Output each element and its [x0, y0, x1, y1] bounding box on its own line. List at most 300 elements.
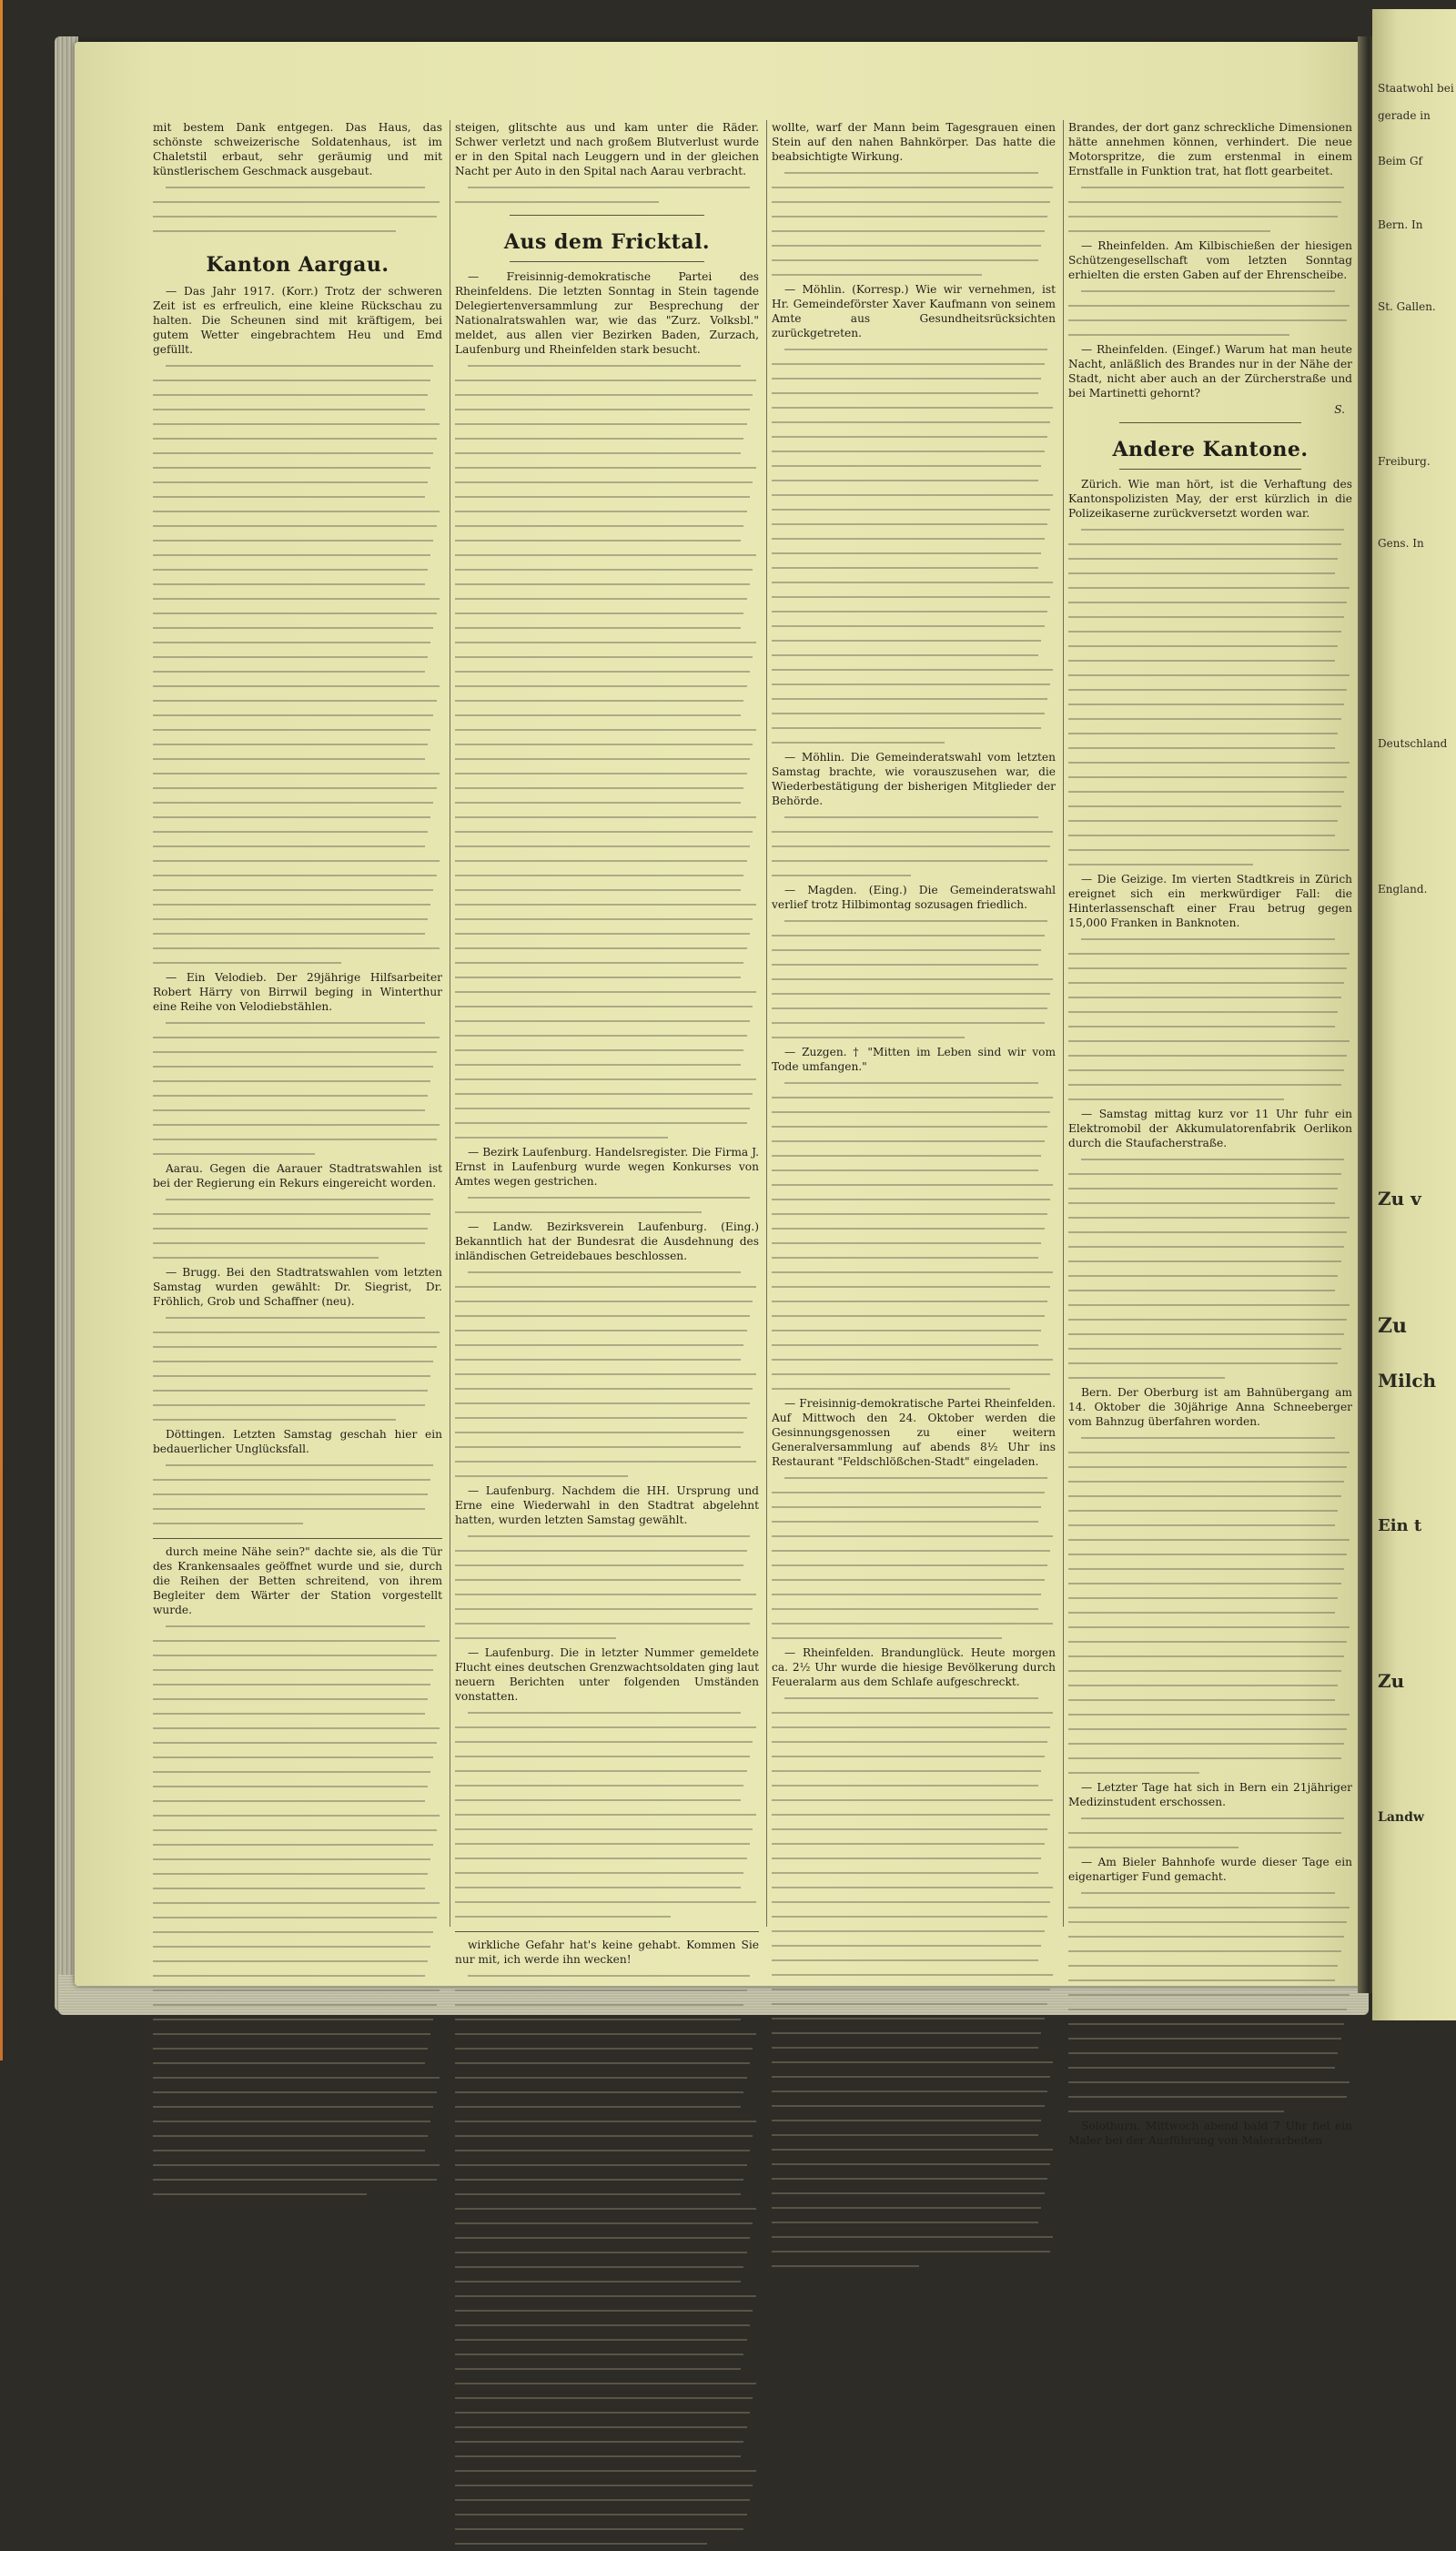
text-line	[455, 417, 759, 431]
text-line	[1068, 1973, 1352, 1988]
text-line	[455, 1602, 759, 1616]
article-text: — Magden. (Eing.) Die Gemeinderatswahl verlief trotz Hilbimontag sozusagen friedlich.	[772, 884, 1056, 911]
text-line	[772, 2113, 1056, 2128]
text-line	[455, 1749, 759, 1764]
text-line	[153, 388, 442, 402]
text-line	[1068, 1092, 1352, 1107]
text-line	[772, 1587, 1056, 1602]
text-block	[153, 1311, 442, 1427]
text-line	[153, 1059, 442, 1074]
text-line	[455, 2362, 759, 2376]
text-line	[153, 1118, 442, 1132]
text-line	[455, 1822, 759, 1837]
text-line	[1068, 209, 1352, 224]
text-line	[153, 2027, 442, 2041]
text-line	[455, 679, 759, 693]
text-line	[455, 2070, 759, 2085]
text-line	[772, 2011, 1056, 2026]
text-line	[772, 2084, 1056, 2099]
text-line	[153, 1311, 442, 1325]
text-line	[1068, 799, 1352, 814]
text-line	[153, 926, 442, 941]
text-line	[153, 1663, 442, 1677]
text-line	[153, 1473, 442, 1487]
text-line	[153, 475, 442, 490]
text-line	[455, 2522, 759, 2536]
text-line	[1068, 1167, 1352, 1181]
text-line	[1068, 726, 1352, 741]
text-line	[1068, 1944, 1352, 1959]
text-line	[1068, 1988, 1352, 2002]
bookmark-string	[0, 0, 3, 2060]
text-line	[153, 1088, 442, 1103]
text-line	[153, 2114, 442, 2129]
text-line	[153, 2056, 442, 2070]
text-line	[1068, 961, 1352, 976]
text-line	[153, 519, 442, 533]
text-line	[153, 1969, 442, 1983]
facing-text: Staatwohl bei	[1378, 82, 1454, 95]
text-line	[455, 1396, 759, 1411]
text-line	[772, 2070, 1056, 2084]
text-line	[772, 1866, 1056, 1880]
text-line	[1068, 1489, 1352, 1503]
text-line	[772, 209, 1056, 224]
article-text: — Freisinnig-demokratische Partei Rheinfelden. Auf Mittwoch den 24. Oktober werden die Gesinnungsgenossen zu einer weitern Generalversammlung auf abends 8½ Uhr ins Restaurant "Feldschlößchen-Stadt" eingeladen.	[772, 1397, 1056, 1468]
text-line	[455, 533, 759, 548]
text-block	[153, 1016, 442, 1161]
text-line	[1068, 522, 1352, 537]
text-line	[455, 431, 759, 446]
article-text: — Brugg. Bei den Stadtratswahlen vom letzten Samstag wurden gewählt: Dr. Siegrist, Dr. Fröhlich, Grob und Schaffner (neu).	[153, 1266, 442, 1308]
text-line	[772, 1500, 1056, 1514]
text-line	[455, 912, 759, 926]
text-line	[1068, 1181, 1352, 1196]
text-line	[772, 1514, 1056, 1529]
article-text: Aarau. Gegen die Aarauer Stadtratswahlen ist bei der Regierung ein Rekurs eingereicht worden.	[153, 1162, 442, 1189]
text-line	[772, 648, 1056, 663]
text-line	[455, 2405, 759, 2420]
text-block	[455, 1529, 759, 1645]
text-line	[455, 1983, 759, 1998]
text-line	[772, 2055, 1056, 2070]
text-line	[772, 1382, 1056, 1396]
text-line	[772, 633, 1056, 648]
text-line	[153, 854, 442, 868]
column-3	[772, 120, 1056, 1931]
text-line	[772, 531, 1056, 546]
text-line	[153, 752, 442, 766]
text-line	[153, 1398, 442, 1412]
text-line	[153, 577, 442, 592]
text-line	[153, 1487, 442, 1502]
column-2	[455, 120, 759, 1966]
text-line	[455, 752, 759, 766]
text-line	[153, 2041, 442, 2056]
text-line	[772, 1706, 1056, 1720]
text-line	[153, 2085, 442, 2100]
article-text: — Samstag mittag kurz vor 11 Uhr fuhr ein Elektromobil der Akkumulatorenfabrik Oerlikon durch die Staufacherstraße.	[1068, 1108, 1352, 1149]
text-line	[1068, 2104, 1352, 2119]
text-line	[455, 2158, 759, 2172]
text-line	[1068, 697, 1352, 712]
text-line	[772, 1323, 1056, 1338]
text-line	[153, 1619, 442, 1634]
text-line	[455, 1058, 759, 1072]
text-line	[1068, 1269, 1352, 1283]
text-line	[1068, 1225, 1352, 1240]
text-line	[153, 1983, 442, 1998]
text-line	[772, 2026, 1056, 2040]
text-line	[455, 2464, 759, 2478]
text-line	[153, 1954, 442, 1969]
text-line	[455, 504, 759, 519]
story-rule	[153, 1538, 442, 1539]
text-line	[772, 546, 1056, 561]
text-line	[455, 2493, 759, 2507]
text-line	[455, 2274, 759, 2289]
text-line	[1068, 1840, 1352, 1855]
text-line	[153, 737, 442, 752]
text-line	[153, 1939, 442, 1954]
text-line	[772, 502, 1056, 517]
facing-page	[1372, 9, 1456, 2020]
text-line	[455, 1352, 759, 1367]
text-line	[153, 1458, 442, 1473]
text-line	[1068, 1886, 1352, 1900]
facing-ad-heading: Zu v	[1378, 1188, 1421, 1210]
text-line	[772, 2244, 1056, 2259]
text-line	[455, 956, 759, 970]
text-line	[455, 1028, 759, 1043]
text-line	[153, 1016, 442, 1030]
text-line	[153, 825, 442, 839]
text-line	[153, 941, 442, 956]
text-line	[153, 2070, 442, 2085]
text-line	[153, 912, 442, 926]
text-block	[772, 1076, 1056, 1396]
text-line	[772, 1735, 1056, 1749]
text-line	[455, 446, 759, 461]
text-line	[772, 444, 1056, 459]
heading-rule	[510, 215, 704, 216]
text-line	[1068, 1751, 1352, 1766]
text-line	[455, 810, 759, 825]
text-line	[1068, 1283, 1352, 1298]
text-line	[1068, 2002, 1352, 2017]
text-line	[153, 1910, 442, 1925]
text-line	[772, 868, 1056, 883]
column-4	[1068, 120, 1352, 2147]
text-line	[772, 1119, 1056, 1134]
text-line	[455, 2085, 759, 2100]
text-line	[1068, 1766, 1352, 1780]
text-line	[1068, 1503, 1352, 1518]
text-line	[455, 2260, 759, 2274]
text-line	[153, 402, 442, 417]
text-line	[153, 1794, 442, 1808]
text-line	[153, 635, 442, 650]
text-line	[153, 1516, 442, 1531]
text-line	[772, 488, 1056, 502]
text-block	[455, 1190, 759, 1220]
article-text: — Zuzgen. † "Mitten im Leben sind wir vom Tode umfangen."	[772, 1046, 1056, 1073]
facing-text: gerade in	[1378, 109, 1431, 122]
text-line	[455, 475, 759, 490]
text-line	[1068, 1460, 1352, 1474]
article-text: — Rheinfelden. (Eingef.) Warum hat man heute Nacht, anläßlich des Brandes nur in der Nähe der Stadt, nicht aber auch an der Zürcherstraße und bei Martinetti gehornt?	[1068, 343, 1352, 400]
text-line	[153, 723, 442, 737]
text-line	[455, 1544, 759, 1558]
text-line	[772, 2128, 1056, 2142]
text-line	[1068, 1959, 1352, 1973]
text-line	[772, 1294, 1056, 1309]
text-line	[772, 1616, 1056, 1631]
article-text: steigen, glitschte aus und kam unter die Räder. Schwer verletzt und nach großem Blutverlust wurde er in den Spital nach Leuggern und in der gleichen Nacht per Auto in den Spital nach Aarau verbracht.	[455, 121, 759, 177]
text-line	[455, 1573, 759, 1587]
text-line	[153, 2012, 442, 2027]
text-line	[1068, 2060, 1352, 2075]
text-line	[455, 592, 759, 606]
text-line	[153, 708, 442, 723]
text-line	[1068, 712, 1352, 726]
text-line	[455, 402, 759, 417]
article-text: Bern. Der Oberburg ist am Bahnübergang am 14. Oktober die 30jährige Anna Schneeberger vom Bahnzug überfahren worden.	[1068, 1386, 1352, 1428]
text-line	[455, 2202, 759, 2216]
text-line	[772, 2201, 1056, 2215]
text-line	[772, 1352, 1056, 1367]
text-line	[772, 1250, 1056, 1265]
text-line	[455, 868, 759, 883]
text-line	[455, 1764, 759, 1778]
text-line	[455, 883, 759, 897]
text-line	[1068, 195, 1352, 209]
column-rule	[1063, 120, 1064, 1927]
facing-ad-heading: Milch	[1378, 1370, 1437, 1392]
text-block	[1068, 522, 1352, 872]
text-line	[455, 1720, 759, 1735]
text-line	[153, 795, 442, 810]
text-line	[772, 1909, 1056, 1924]
text-line	[772, 430, 1056, 444]
heading-rule	[1119, 422, 1301, 423]
text-line	[455, 1969, 759, 1983]
text-line	[153, 1881, 442, 1896]
text-line	[772, 1558, 1056, 1573]
text-block	[772, 342, 1056, 750]
text-line	[455, 970, 759, 985]
text-line	[455, 795, 759, 810]
text-line	[455, 1101, 759, 1116]
text-line	[455, 1454, 759, 1469]
text-line	[772, 386, 1056, 400]
text-block	[455, 1265, 759, 1483]
text-line	[455, 1587, 759, 1602]
text-line	[153, 650, 442, 664]
text-line	[455, 766, 759, 781]
text-line	[455, 1116, 759, 1130]
facing-text: Freiburg.	[1378, 455, 1431, 468]
text-line	[772, 1749, 1056, 1764]
text-line	[455, 2507, 759, 2522]
text-line	[772, 972, 1056, 987]
text-line	[153, 2143, 442, 2158]
text-line	[455, 2216, 759, 2231]
text-line	[153, 679, 442, 693]
text-line	[455, 1087, 759, 1101]
text-line	[1068, 537, 1352, 552]
text-line	[455, 577, 759, 592]
text-block	[1068, 1431, 1352, 1780]
text-line	[153, 1721, 442, 1736]
text-line	[455, 926, 759, 941]
text-line	[153, 1325, 442, 1340]
text-line	[153, 180, 442, 195]
text-line	[455, 1190, 759, 1205]
text-line	[455, 985, 759, 999]
text-line	[153, 1030, 442, 1045]
text-line	[455, 825, 759, 839]
facing-ad-heading: Ein t	[1378, 1516, 1422, 1535]
text-line	[1068, 1034, 1352, 1048]
text-line	[153, 766, 442, 781]
text-line	[455, 1616, 759, 1631]
text-line	[455, 723, 759, 737]
text-line	[772, 268, 1056, 282]
text-line	[153, 1706, 442, 1721]
text-line	[455, 1072, 759, 1087]
text-line	[1068, 1929, 1352, 1944]
text-line	[153, 1236, 442, 1250]
text-line	[772, 810, 1056, 825]
text-line	[1068, 1518, 1352, 1533]
text-line	[772, 2215, 1056, 2230]
text-line	[153, 868, 442, 883]
text-line	[1068, 1649, 1352, 1664]
text-line	[772, 2040, 1056, 2055]
article-text: — Die Geizige. Im vierten Stadtkreis in Zürich ereignet sich ein merkwürdiger Fall: die Hinterlassenschaft einer Frau betrug gegen 15,000 Franken in Banknoten.	[1068, 873, 1352, 929]
text-line	[153, 1677, 442, 1692]
text-line	[1068, 1078, 1352, 1092]
text-block	[772, 1691, 1056, 2273]
article-text: — Freisinnig-demokratische Partei des Rheinfeldens. Die letzten Sonntag in Stein tagende Delegiertenversammlung zur Besprechung der Nationalratswahlen war, wie das "Zurz. Volksbl." meldet, aus allen vier Bezirken Baden, Zurzach, Laufenburg und Rheinfelden stark besucht.	[455, 270, 759, 356]
signoff: S.	[1334, 403, 1345, 416]
text-line	[455, 621, 759, 635]
text-line	[153, 548, 442, 562]
text-line	[1068, 639, 1352, 653]
text-line	[1068, 1196, 1352, 1210]
text-line	[153, 1221, 442, 1236]
article-text: mit bestem Dank entgegen. Das Haus, das schönste schweizerische Soldatenhaus, ist im Chaletstil erbaut, sehr geräumig und mit künstlerischem Geschmack ausgebaut.	[153, 121, 442, 177]
text-line	[455, 650, 759, 664]
column-rule	[766, 120, 767, 1927]
text-line	[772, 2142, 1056, 2157]
text-line	[455, 2041, 759, 2056]
text-line	[772, 1280, 1056, 1294]
text-line	[1068, 1533, 1352, 1547]
text-line	[455, 941, 759, 956]
text-line	[455, 708, 759, 723]
text-line	[455, 548, 759, 562]
text-line	[1068, 755, 1352, 770]
text-block	[153, 1458, 442, 1531]
text-line	[153, 956, 442, 970]
text-line	[772, 1631, 1056, 1645]
text-line	[772, 473, 1056, 488]
text-line	[1068, 1005, 1352, 1019]
text-line	[1068, 1298, 1352, 1312]
text-line	[455, 693, 759, 708]
text-line	[1068, 180, 1352, 195]
text-line	[1068, 1678, 1352, 1693]
facing-text: Bern. In	[1378, 218, 1423, 231]
text-block	[1068, 180, 1352, 238]
text-line	[455, 1778, 759, 1793]
text-block	[772, 914, 1056, 1045]
section-heading: Andere Kantone.	[1112, 438, 1309, 461]
article-text: Döttingen. Letzten Samstag geschah hier ein bedauerlicher Unglücksfall.	[153, 1428, 442, 1455]
text-line	[455, 635, 759, 650]
text-line	[772, 1105, 1056, 1119]
text-line	[455, 1205, 759, 1220]
text-line	[153, 1998, 442, 2012]
text-line	[153, 883, 442, 897]
text-line	[772, 825, 1056, 839]
text-line	[1068, 1620, 1352, 1635]
text-line	[772, 839, 1056, 854]
text-block	[772, 810, 1056, 883]
text-line	[1068, 299, 1352, 313]
text-line	[153, 490, 442, 504]
text-line	[153, 1250, 442, 1265]
text-line	[772, 1485, 1056, 1500]
text-line	[153, 1779, 442, 1794]
text-line	[153, 897, 442, 912]
text-line	[1068, 1664, 1352, 1678]
text-line	[455, 1793, 759, 1807]
text-line	[455, 490, 759, 504]
text-line	[1068, 1900, 1352, 1915]
text-line	[772, 692, 1056, 706]
text-line	[455, 2318, 759, 2333]
text-line	[772, 357, 1056, 371]
text-line	[772, 943, 1056, 957]
text-line	[772, 575, 1056, 590]
text-line	[455, 1280, 759, 1294]
text-line	[153, 1074, 442, 1088]
text-line	[455, 2027, 759, 2041]
text-line	[455, 2172, 759, 2187]
text-block	[772, 1471, 1056, 1645]
text-line	[1068, 2031, 1352, 2046]
text-line	[1068, 1019, 1352, 1034]
text-line	[1068, 1547, 1352, 1562]
text-line	[772, 1367, 1056, 1382]
text-line	[1068, 1356, 1352, 1371]
text-line	[153, 592, 442, 606]
text-line	[455, 1880, 759, 1895]
text-block	[153, 1192, 442, 1265]
text-line	[153, 562, 442, 577]
text-line	[455, 2114, 759, 2129]
text-line	[455, 1323, 759, 1338]
text-line	[1068, 552, 1352, 566]
text-line	[1068, 328, 1352, 342]
article-text: — Möhlin. (Korresp.) Wie wir vernehmen, ist Hr. Gemeindeförster Xaver Kaufmann von seinem Amte aus Gesundheitsrücksichten zurückgetreten.	[772, 283, 1056, 339]
text-line	[1068, 814, 1352, 828]
article-text: — Rheinfelden. Am Kilbischießen der hiesigen Schützengesellschaft vom letzten Sonntag erhielten die ersten Gaben auf der Ehrenscheibe.	[1068, 239, 1352, 281]
text-line	[1068, 785, 1352, 799]
